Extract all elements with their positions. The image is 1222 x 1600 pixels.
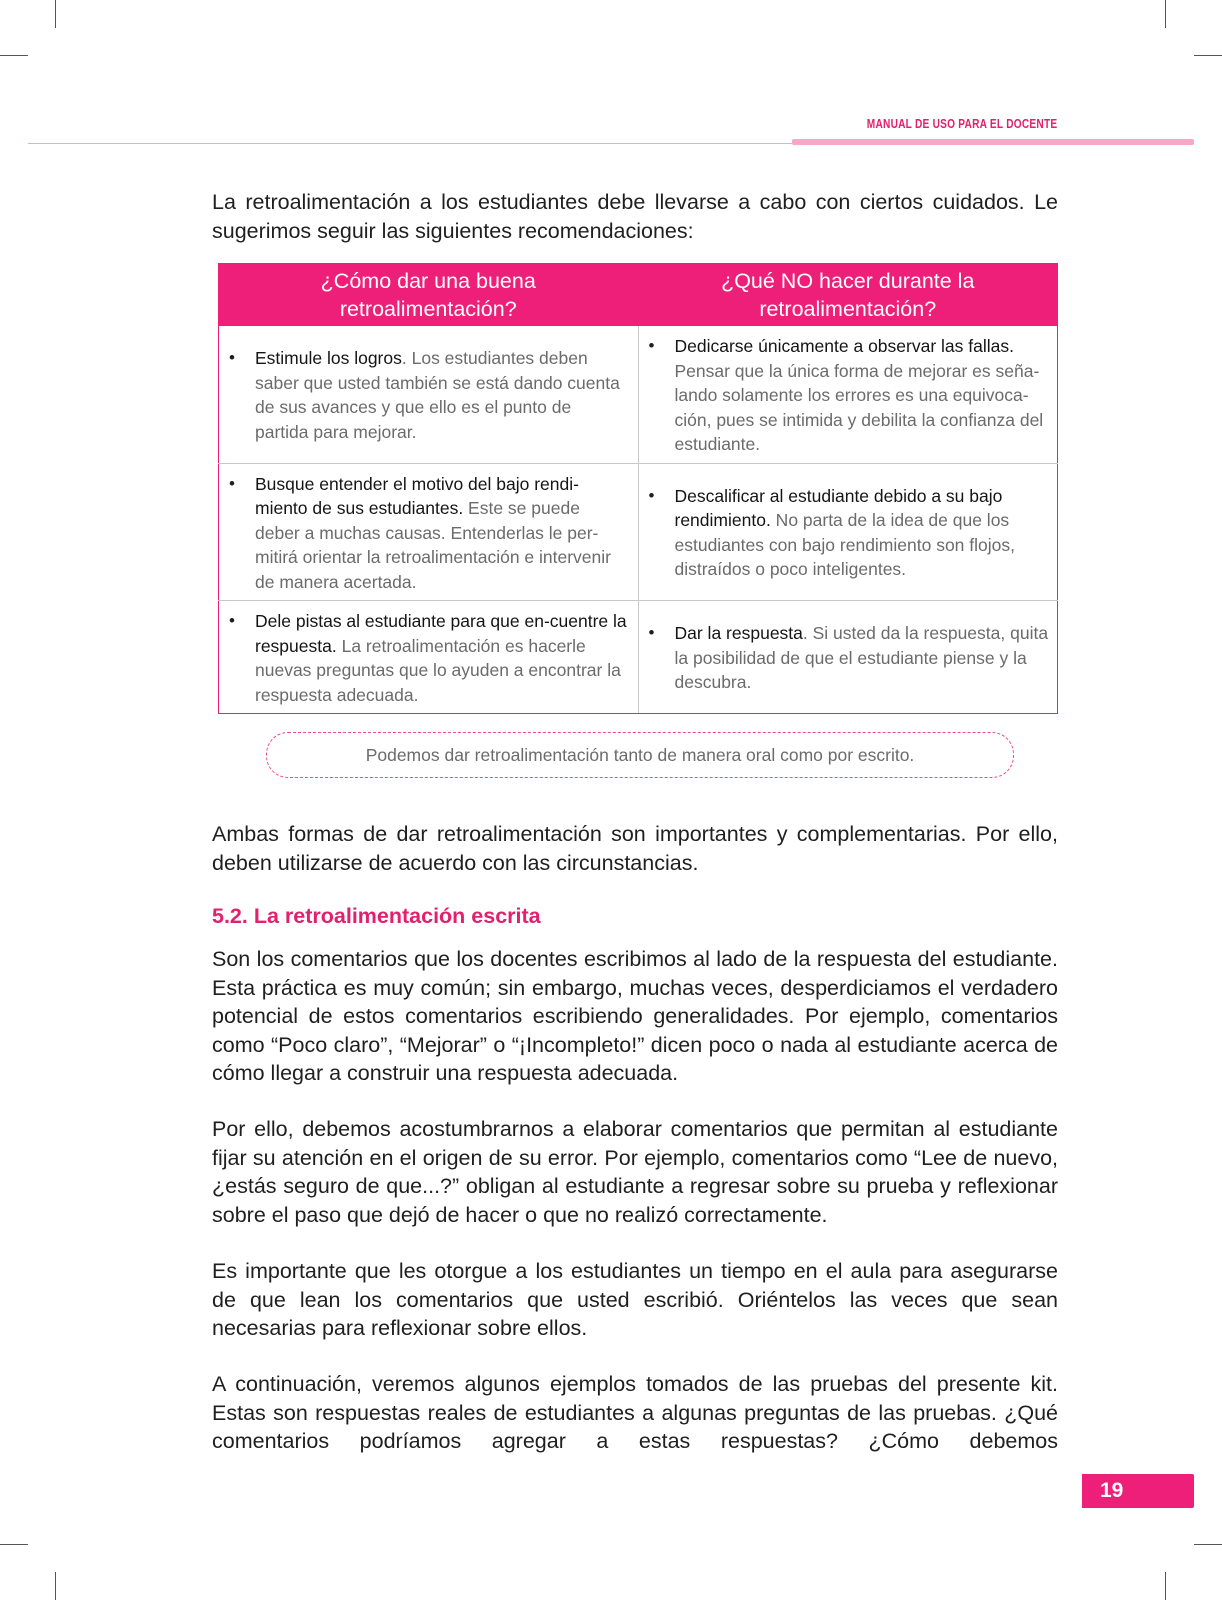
dont-cell — [638, 463, 1058, 601]
body-block — [212, 1115, 1058, 1229]
crop-mark — [0, 55, 28, 56]
page-number: 19 — [1082, 1474, 1194, 1508]
list-item — [647, 621, 1050, 695]
crop-mark — [1194, 1544, 1222, 1545]
dont-title: Descalificar al estudiante debido a su bajo rendimiento. — [674, 485, 1003, 531]
list-item — [647, 484, 1050, 582]
do-cell — [219, 326, 639, 464]
recommendations-table — [218, 263, 1058, 714]
body-block — [212, 820, 1058, 877]
do-description: . Los estudiantes deben saber que usted también se está dando cuenta de sus avances y que ello es el punto de partida para mejorar. — [255, 348, 620, 442]
dont-cell — [638, 601, 1058, 714]
table-row — [219, 326, 1058, 464]
col-header-do: ¿Cómo dar una buena retroalimentación? — [219, 264, 639, 326]
crop-mark — [55, 1572, 56, 1600]
note-callout: Podemos dar retroalimentación tanto de manera oral como por escrito. — [266, 732, 1014, 778]
body-block — [212, 1257, 1058, 1343]
do-cell — [219, 601, 639, 714]
bullet-icon: • — [229, 611, 235, 630]
dont-title: Dar la respuesta — [674, 623, 803, 644]
body-paragraph: A continuación, veremos algunos ejemplos tomados de las pruebas del presente kit. Estas son respuestas reales de estudiantes a algunas preguntas de las pruebas. ¿Qué comentarios podríamos agregar a estas respuestas? ¿Cómo debemos — [212, 1372, 1058, 1453]
col-header-dont: ¿Qué NO hacer durante la retroalimentación? — [638, 264, 1058, 326]
bullet-icon: • — [648, 623, 655, 643]
crop-mark — [1194, 55, 1222, 56]
table-row — [219, 601, 1058, 714]
body-paragraph: Son los comentarios que los docentes escribimos al lado de la respuesta del estudiante. Esta práctica es muy común; sin embargo, muchas veces, desperdiciamos el verdadero potencial de estos comentarios escribiendo generalidades. Por ejemplo, comentarios como “Poco claro”, “Mejorar” o “¡Incompleto!” dicen poco o nada al estudiante acerca de cómo llegar a construir una respuesta adecuada. — [212, 947, 1058, 1085]
do-title: Busque entender el motivo del bajo rendi-miento de sus estudiantes. — [255, 473, 579, 518]
bullet-icon: • — [648, 485, 655, 505]
bullet-icon: • — [229, 348, 235, 368]
section-title: 5.2. La retroalimentación escrita — [212, 904, 541, 928]
crop-mark — [1165, 1572, 1166, 1600]
dont-cell — [638, 326, 1058, 464]
list-item — [227, 472, 630, 595]
bullet-icon: • — [648, 336, 655, 355]
crop-mark — [1165, 0, 1166, 28]
do-description: La retroalimentación es hacerle nuevas preguntas que lo ayuden a encontrar la respuesta adecuada. — [255, 635, 621, 705]
list-item — [227, 609, 630, 707]
body-paragraph: Por ello, debemos acostumbrarnos a elaborar comentarios que permitan al estudiante fijar su atención en el origen de su error. Por ejemplo, comentarios como “Lee de nuevo, ¿estás seguro de que...?” obligan al estudiante a regresar sobre su prueba y reflexionar sobre el paso que dejó de hacer o que no realizó correctamente. — [212, 1117, 1058, 1227]
do-title: Estimule los logros — [255, 348, 402, 369]
do-cell — [219, 463, 639, 601]
body-paragraph: Ambas formas de dar retroalimentación son importantes y complementarias. Por ello, deben utilizarse de acuerdo con las circunstancias. — [212, 822, 1058, 875]
table-row — [219, 463, 1058, 601]
do-description: Este se puede deber a muchas causas. Entenderlas le per-mitirá orientar la retroalimentación e intervenir de manera acertada. — [255, 498, 611, 592]
list-item — [647, 334, 1050, 457]
dont-description: . Si usted da la respuesta, quita la posibilidad de que el estudiante piense y la descubra. — [674, 623, 1049, 693]
intro-paragraph: La retroalimentación a los estudiantes debe llevarse a cabo con ciertos cuidados. Le sugerimos seguir las siguientes recomendaciones: — [212, 190, 1058, 243]
dont-title: Dedicarse únicamente a observar las fallas. — [674, 336, 1014, 356]
crop-mark — [0, 1544, 28, 1545]
intro-block — [212, 188, 1058, 245]
body-block — [212, 945, 1058, 1088]
header-accent-bar — [792, 139, 1194, 145]
body-block — [212, 1370, 1058, 1456]
table-header-row — [219, 264, 1058, 326]
running-header: MANUAL DE USO PARA EL DOCENTE — [866, 116, 1057, 131]
crop-mark — [55, 0, 56, 28]
bullet-icon: • — [229, 473, 235, 493]
dont-description: Pensar que la única forma de mejorar es seña-lando solamente los errores es una equivoca-ción, pues se intimida y debilita la confianza del estudiante. — [674, 360, 1044, 454]
body-paragraph: Es importante que les otorgue a los estudiantes un tiempo en el aula para asegurarse de que lean los comentarios que usted escribió. Oriéntelos las veces que sean necesarias para reflexionar sobre ellos. — [212, 1259, 1058, 1340]
dont-description: No parta de la idea de que los estudiantes con bajo rendimiento son flojos, distraídos o poco inteligentes. — [674, 510, 1015, 580]
do-title: Dele pistas al estudiante para que en-cuentre la respuesta. — [255, 611, 627, 656]
list-item — [227, 346, 630, 444]
